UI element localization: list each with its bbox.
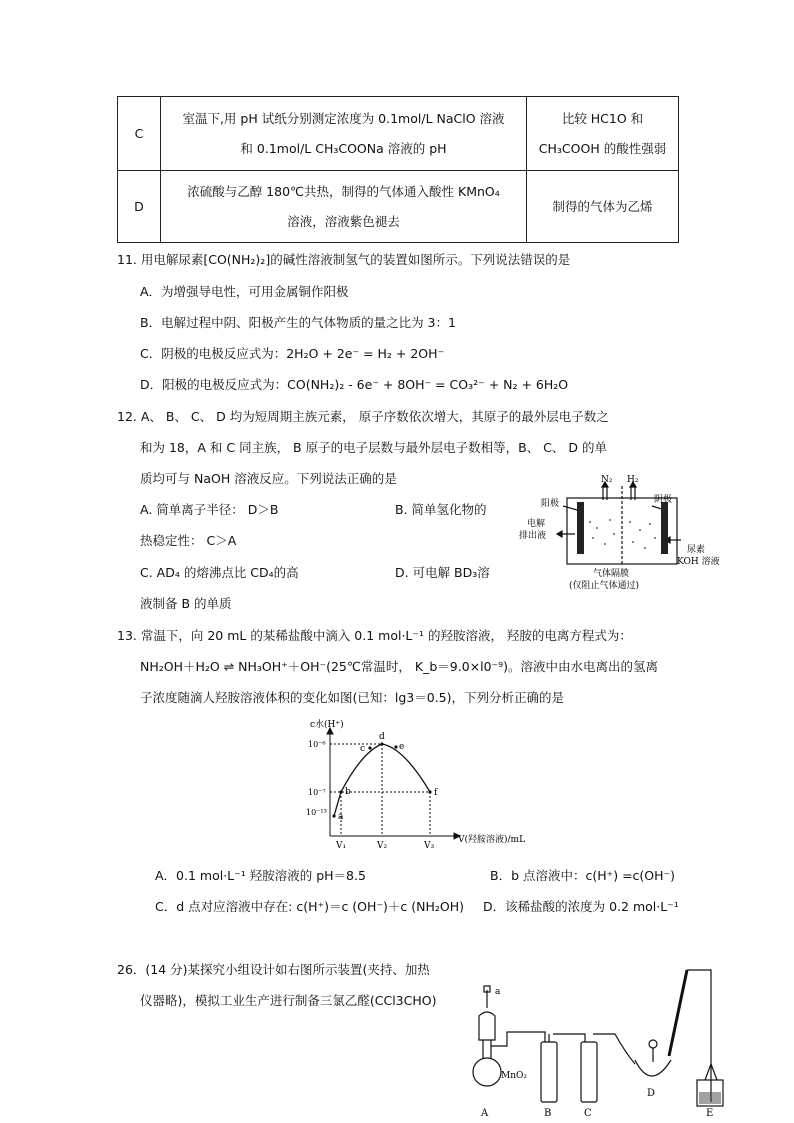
table-row: [118, 97, 679, 171]
q13-line2: NH₂OH＋H₂O ⇌ NH₃OH⁺＋OH⁻(25℃常温时， K_b＝9.0×l0⁻⁹)。溶液中由水电离出的氢离: [140, 659, 659, 674]
label-a: A: [481, 1108, 489, 1119]
q12-line3: 质均可与 NaOH 溶液反应。下列说法正确的是: [140, 471, 397, 486]
x-tick: V₁: [336, 841, 347, 851]
point-label: b: [345, 787, 351, 797]
feed-label-2: KOH 溶液: [677, 557, 720, 567]
q12-option-b-cont: 热稳定性： C＞A: [140, 533, 237, 548]
q13-line3: 子浓度随滴人羟胺溶液体积的变化如图(已知：lg3＝0.5)，下列分析正确的是: [140, 690, 564, 705]
y-tick: 10⁻⁷: [308, 788, 326, 797]
n2-label: N₂: [601, 475, 613, 485]
membrane-label-2: (仅阻止气体通过): [569, 581, 640, 591]
waste-label-2: 排出液: [519, 531, 547, 541]
q11-option-c: C．阴极的电极反应式为：2H₂O + 2e⁻ = H₂ + 2OH⁻: [140, 346, 445, 361]
q11-option-d: D．阳极的电极反应式为：CO(NH₂)₂ - 6e⁻ + 8OH⁻ = CO₃²⁻ + N₂ + 6H₂O: [140, 377, 569, 392]
q11-option-b: B．电解过程中阴、阳极产生的气体物质的量之比为 3：1: [140, 315, 456, 330]
dropping-funnel: [479, 1012, 495, 1040]
label-e: E: [706, 1108, 714, 1119]
row-label: C: [118, 97, 161, 171]
x-tick: V₂: [377, 841, 388, 851]
q12-option-b: B. 简单氢化物的: [395, 502, 487, 517]
x-tick: V₃: [424, 841, 435, 851]
q26-line1: 26．(14 分)某探究小组设计如右图所示装置(夹持、加热: [117, 962, 430, 977]
point-label: c: [360, 744, 366, 754]
point-label: a: [338, 812, 344, 822]
table-row: [118, 171, 679, 243]
electrolysis-diagram: [515, 472, 725, 594]
q12-option-d-cont: 液制备 B 的单质: [140, 596, 232, 611]
q13-option-b: B．b 点溶液中：c(H⁺) =c(OH⁻): [490, 868, 676, 883]
cathode-label: 阴极: [654, 495, 673, 505]
anode-electrode: [577, 502, 584, 554]
point-label: e: [399, 742, 405, 752]
label-b: B: [544, 1108, 552, 1119]
membrane-label-1: 气体隔膜: [593, 569, 630, 579]
q13-line1: 13. 常温下，向 20 mL 的某稀盐酸中滴入 0.1 mol·L⁻¹ 的羟胺溶液， 羟胺的电离方程式为：: [117, 628, 632, 643]
row-result: 比较 HC1O 和 CH₃COOH 的酸性强弱: [527, 97, 679, 171]
row-content: 室温下,用 pH 试纸分别测定浓度为 0.1mol/L NaClO 溶液 和 0.1mol/L CH₃COONa 溶液的 pH: [161, 97, 527, 171]
q12-line2: 和为 18，A 和 C 同主族， B 原子的电子层数与最外层电子数相等，B、 C、 D 的单: [140, 440, 607, 455]
y-axis-label: c水(H⁺): [310, 720, 344, 730]
titration-graph: [300, 716, 550, 852]
row-content: 浓硫酸与乙醇 180℃共热，制得的气体通入酸性 KMnO₄ 溶液，溶液紫色褪去: [161, 171, 527, 243]
point-label: d: [379, 732, 385, 742]
q13-option-c: C．d 点对应溶液中存在: c(H⁺)＝c (OH⁻)＋c (NH₂OH): [155, 899, 464, 914]
cathode-electrode: [661, 502, 668, 554]
flask-d: [635, 1060, 671, 1076]
q12-option-d: D. 可电解 BD₃溶: [395, 565, 490, 580]
q13-option-d: D．该稀盐酸的浓度为 0.2 mol·L⁻¹: [483, 899, 679, 914]
row-label: D: [118, 171, 161, 243]
y-tick: 10⁻⁶: [308, 740, 326, 749]
bottle-c: [581, 1042, 597, 1102]
feed-label-1: 尿素: [687, 545, 706, 555]
experiment-table: [117, 96, 679, 243]
q26-line2: 仪器略)，模拟工业生产进行制备三氯乙醛(CCl3CHO): [140, 993, 437, 1008]
x-axis-label: V(羟胺溶液)/mL: [458, 835, 526, 845]
bottle-b: [541, 1042, 557, 1102]
anode-label: 阳极: [541, 499, 560, 509]
row-result: 制得的气体为乙烯: [527, 171, 679, 243]
label-c: C: [584, 1108, 592, 1119]
funnel-label: a: [495, 987, 501, 997]
flask-a: [473, 1058, 501, 1086]
y-tick: 10⁻¹³: [306, 808, 327, 817]
q11-stem: 11. 用电解尿素[CO(NH₂)₂]的碱性溶液制氢气的装置如图所示。下列说法错误的是: [117, 252, 571, 267]
q11-option-a: A．为增强导电性，可用金属铜作阳极: [140, 284, 349, 299]
q12-line1: 12. A、 B、 C、 D 均为短周期主族元素， 原子序数依次增大，其原子的最外层电子数之: [117, 409, 609, 424]
h2-label: H₂: [627, 475, 639, 485]
label-d: D: [647, 1088, 656, 1099]
point-label: f: [434, 788, 438, 798]
mno2-label: MnO₂: [501, 1071, 527, 1081]
q12-option-a: A. 简单离子半径： D＞B: [140, 502, 279, 517]
waste-label-1: 电解: [527, 519, 546, 529]
q13-option-a: A．0.1 mol·L⁻¹ 羟胺溶液的 pH＝8.5: [155, 868, 366, 883]
q12-option-c: C. AD₄ 的熔沸点比 CD₄的高: [140, 565, 299, 580]
apparatus-diagram: [465, 952, 735, 1120]
